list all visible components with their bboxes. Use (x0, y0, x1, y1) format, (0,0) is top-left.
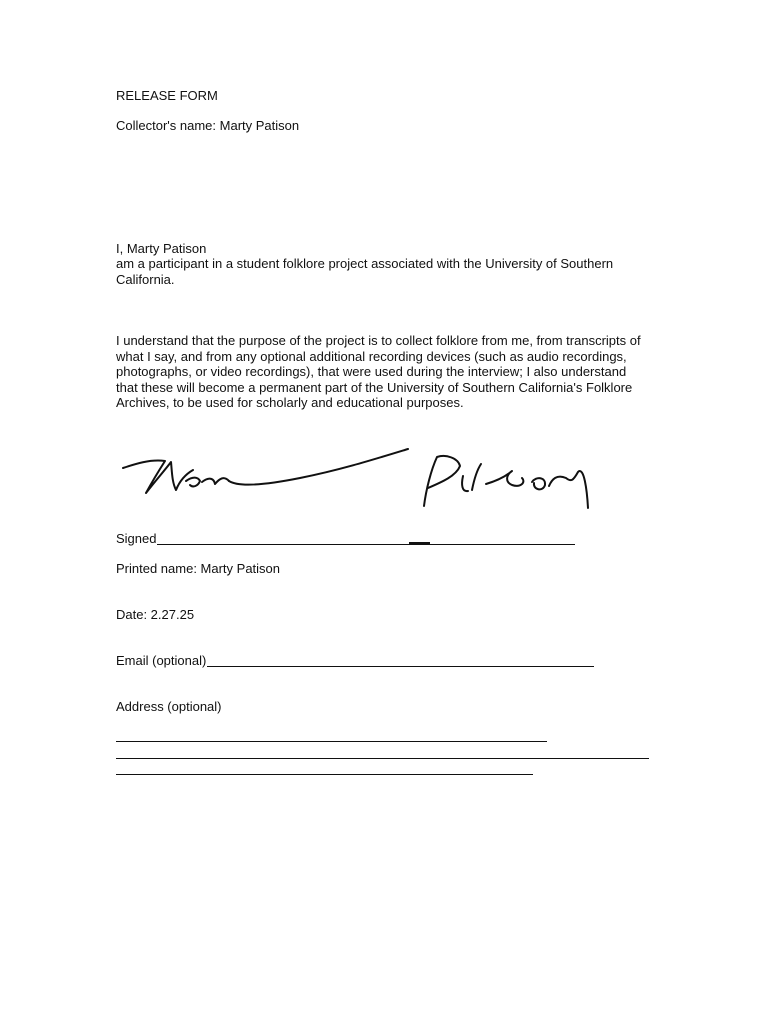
signature-underline (157, 544, 575, 545)
signature-mark (409, 542, 430, 545)
address-line-1[interactable] (116, 741, 547, 742)
address-line-2[interactable] (116, 758, 649, 759)
email-field[interactable] (116, 653, 596, 669)
collector-name: Collector's name: Marty Patison (116, 118, 300, 133)
participant-statement: am a participant in a student folklore project associated with the University of Southern California. (116, 256, 614, 287)
printed-name: Printed name: Marty Patison (116, 561, 281, 576)
date-line: Date: 2.27.25 (116, 607, 195, 622)
email-label: Email (optional) (116, 653, 207, 668)
address-line-3[interactable] (116, 774, 533, 775)
email-underline (207, 666, 594, 667)
address-label: Address (optional) (116, 699, 222, 714)
signature-line[interactable] (116, 531, 586, 547)
purpose-paragraph: I understand that the purpose of the project is to collect folklore from me, from transcripts of what I say, and from any optional additional recording devices (such as audio recordings, photographs, or video recordings), that were used during the interview; I also understand that these will become a permanent part of the University of Southern California's Folklore Archives, to be used for scholarly and educational purposes. (116, 333, 641, 410)
participant-name-line: I, Marty Patison (116, 241, 207, 256)
signed-label: Signed (116, 531, 157, 546)
form-title: RELEASE FORM (116, 88, 218, 103)
